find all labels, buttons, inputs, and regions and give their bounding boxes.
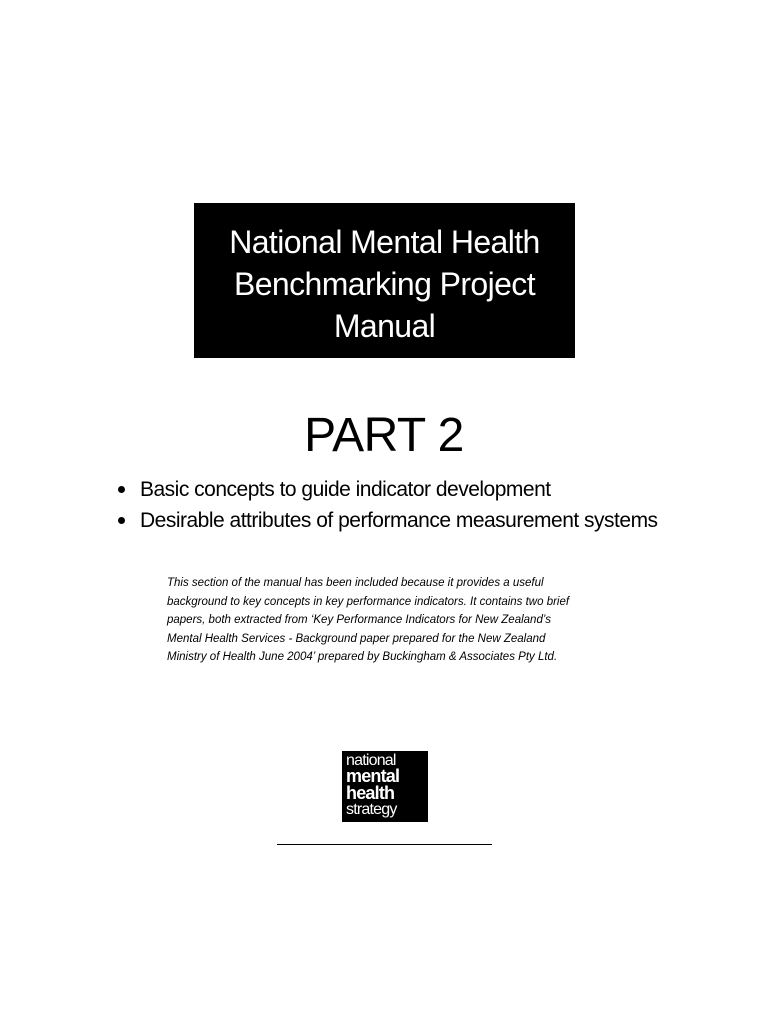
title-line-2: Benchmarking Project — [233, 266, 536, 302]
note-line-4: Mental Health Services - Background paper prepared for the New Zealand — [167, 632, 546, 645]
title-box — [194, 203, 575, 358]
logo-line-national: national — [346, 752, 396, 769]
title-line-1: National Mental Health — [229, 224, 540, 260]
logo-line-health: health — [346, 783, 395, 803]
bullet-list — [118, 474, 658, 536]
note-line-5: Ministry of Health June 2004’ prepared by Buckingham & Associates Pty Ltd. — [167, 651, 558, 664]
note-line-2: background to key concepts in key performance indicators. It contains two brief — [167, 595, 570, 608]
note-line-1: This section of the manual has been included because it provides a useful — [167, 577, 544, 589]
bullet-text: Desirable attributes of performance measurement systems — [140, 509, 658, 532]
logo-line-mental: mental — [346, 766, 400, 786]
horizontal-rule — [277, 844, 492, 845]
logo-line-strategy: strategy — [346, 801, 397, 818]
bullet-item — [118, 505, 658, 536]
bullet-dot-icon — [118, 517, 125, 524]
bullet-dot-icon — [118, 486, 125, 493]
title-line-3: Manual — [333, 308, 436, 344]
bullet-item — [118, 474, 658, 505]
note-line-3: papers, both extracted from ‘Key Performance Indicators for New Zealand’s — [167, 614, 551, 627]
national-mental-health-strategy-logo — [342, 751, 428, 822]
section-note — [167, 574, 637, 667]
bullet-text: Basic concepts to guide indicator development — [140, 478, 551, 501]
part-heading: PART 2 — [304, 409, 464, 462]
